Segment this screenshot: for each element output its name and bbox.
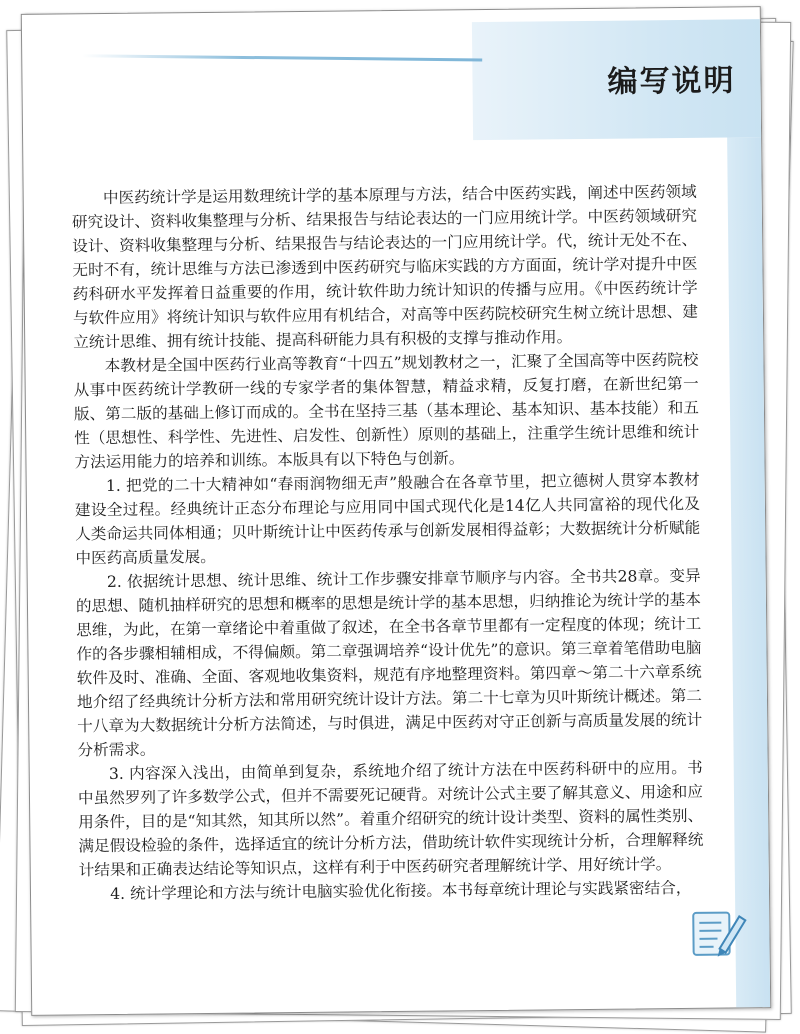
paragraph-feature-3: 3. 内容深入浅出，由简单到复杂，系统地介绍了统计方法在中医药科研中的应用。书中虽然罗列了许多数学公式，但并不需要死记硬背。对统计公式主要了解其意义、用途和应用条件，目的是“知其然，知其所以然”。着重介绍研究的统计设计类型、资料的属性类别、满足假设检验的条件，选择适宜的统计分析方法，借助统计软件实现统计分析，合理解释统计结果和正确表达结论等知识点，这样有利于中医药研究者理解统计学、用好统计学。 [77,758,704,880]
document-page [21,6,771,1016]
paragraph-textbook: 本教材是全国中医药行业高等教育“十四五”规划教材之一，汇聚了全国高等中医药院校从事中医药统计学教研一线的专家学者的集体智慧，精益求精，反复打磨，在新世纪第一版、第二版的基础上修订而成的。全书在坚持三基（基本理论、基本知识、基本技能）和五性（思想性、科学性、先进性、启发性、创新性）原则的基础上，注重学生统计思维和统计方法运用能力的培养和训练。本版具有以下特色与创新。 [73,350,700,472]
paragraph-feature-1: 1. 把党的二十大精神如“春雨润物细无声”般融合在各章节里，把立德树人贯穿本教材建设全过程。经典统计正态分布理论与应用同中国式现代化是14亿人共同富裕的现代化及人类命运共同体相通；贝叶斯统计让中医药传承与创新发展相得益彰；大数据统计分析赋能中医药高质量发展。 [74,470,701,568]
header-decor-line [82,54,482,61]
paragraph-feature-2: 2. 依据统计思想、统计思维、统计工作步骤安排章节顺序与内容。全书共28章。变异的思想、随机抽样研究的思想和概率的思想是统计学的基本思想，归纳推论为统计学的基本思维，为此，在第一章绪论中着重做了叙述，在全书各章节里都有一定程度的体现；统计工作的各步骤相辅相成，不得偏颇。第二章强调培养“设计优先”的意识。第三章着笔借助电脑软件及时、准确、全面、客观地收集资料，规范有序地整理资料。第四章～第二十六章系统地介绍了经典统计分析方法和常用研究统计设计方法。第二十七章为贝叶斯统计概述。第二十八章为大数据统计分析方法简述，与时俱进，满足中医药对守正创新与高质量发展的统计分析需求。 [75,566,703,760]
body-text [72,180,705,907]
paragraph-feature-4: 4. 统计学理论和方法与统计电脑实验优化衔接。本书每章统计理论与实践紧密结合， [110,878,692,904]
paragraph-intro: 中医药统计学是运用数理统计学的基本原理与方法，结合中医药实践，阐述中医药领域研究设计、资料收集整理与分析、结果报告与结论表达的一门应用统计学。中医药领域研究设计、资料收集整理与分析、结果报告与结论表达的一门应用统计学。代，统计无处不在、无时不有，统计思维与方法已渗透到中医药研究与临床实践的方方面面，统计学对提升中医药科研水平发挥着日益重要的作用，统计软件助力统计知识的传播与应用。《中医药统计学与软件应用》将统计知识与软件应用有机结合，对高等中医药院校研究生树立统计思想、建立统计思维、拥有统计技能、提高科研能力具有积极的支撑与推动作用。 [71,182,699,352]
page-title: 编写说明 [607,63,736,100]
pencil-notepad-icon [689,902,748,961]
